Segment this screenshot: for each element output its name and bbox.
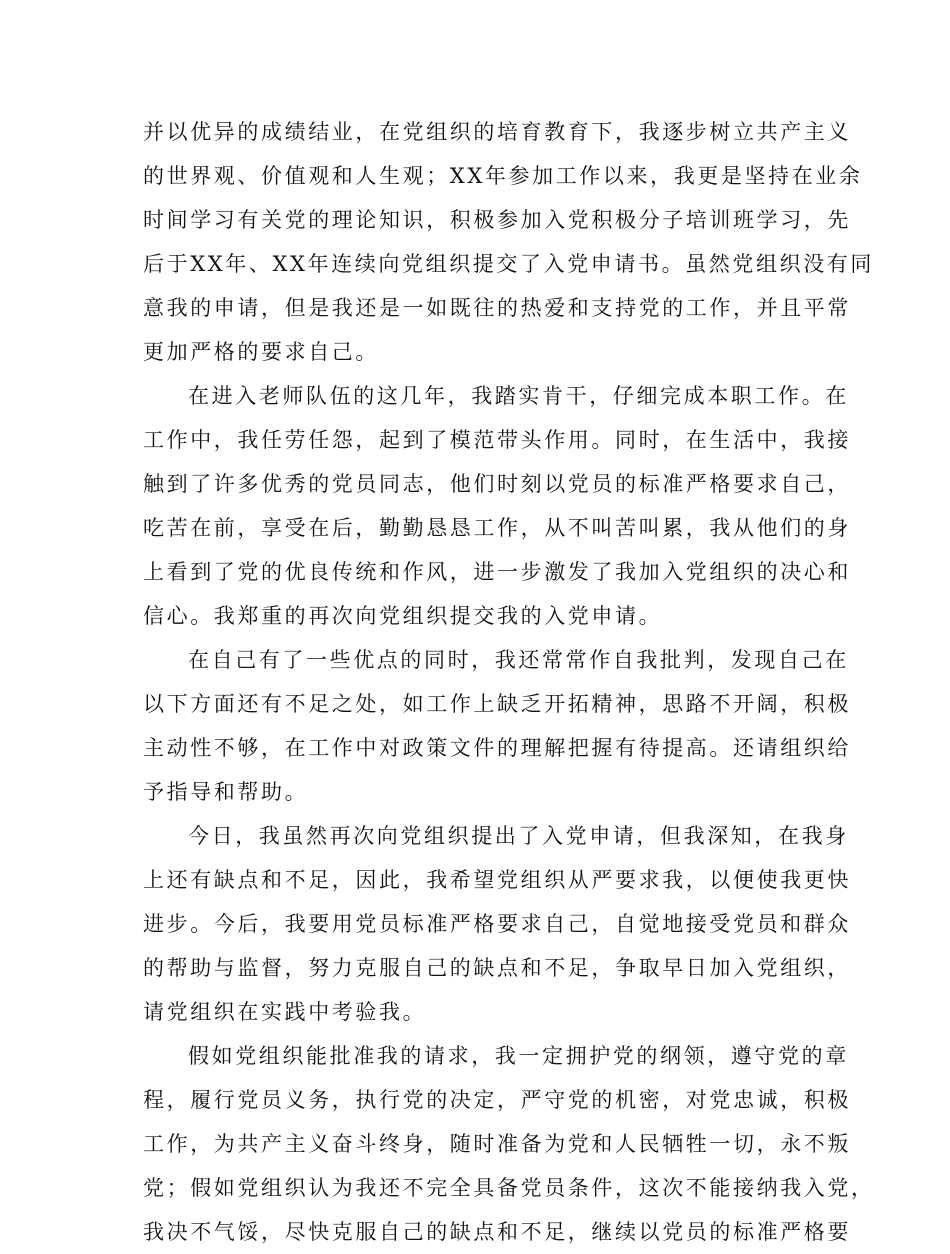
text-line: 后于XX年、XX年连续向党组织提交了入党申请书。虽然党组织没有同	[143, 252, 874, 276]
text-line: 程，履行党员义务，执行党的决定，严守党的机密，对党忠诚，积极	[143, 1088, 851, 1112]
text-line: 更加严格的要求自己。	[143, 340, 379, 364]
text-line: 在进入老师队伍的这几年，我踏实肯干，仔细完成本职工作。在	[188, 384, 849, 408]
text-line: 主动性不够，在工作中对政策文件的理解把握有待提高。还请组织给	[143, 736, 851, 760]
paragraph-4	[143, 814, 851, 1034]
paragraph-3	[143, 638, 851, 814]
text-line: 在自己有了一些优点的同时，我还常常作自我批判，发现自己在	[188, 648, 849, 672]
document-body	[143, 110, 875, 1254]
text-line: 的世界观、价值观和人生观；XX年参加工作以来，我更是坚持在业余	[143, 164, 863, 188]
text-line: 请党组织在实践中考验我。	[143, 1000, 427, 1024]
text-line: 工作，为共产主义奋斗终身，随时准备为党和人民牺牲一切，永不叛	[143, 1132, 851, 1156]
text-line: 触到了许多优秀的党员同志，他们时刻以党员的标准严格要求自己，	[143, 472, 851, 496]
text-line: 假如党组织能批准我的请求，我一定拥护党的纲领，遵守党的章	[188, 1044, 849, 1068]
text-line: 今日，我虽然再次向党组织提出了入党申请，但我深知，在我身	[188, 824, 849, 848]
paragraph-5	[143, 1034, 875, 1254]
text-line: 并以优异的成绩结业，在党组织的培育教育下，我逐步树立共产主义	[143, 120, 851, 144]
text-line: 的帮助与监督，努力克服自己的缺点和不足，争取早日加入党组织，	[143, 956, 851, 980]
text-line: 信心。我郑重的再次向党组织提交我的入党申请。	[143, 604, 663, 628]
paragraph-1	[143, 110, 874, 374]
text-line: 以下方面还有不足之处，如工作上缺乏开拓精神，思路不开阔，积极	[143, 692, 851, 716]
text-line: 工作中，我任劳任怨，起到了模范带头作用。同时，在生活中，我接	[143, 428, 851, 452]
text-line: 予指导和帮助。	[143, 780, 309, 804]
paragraph-2	[143, 374, 851, 638]
text-line: 我决不气馁，尽快克服自己的缺点和不足，继续以党员的标准严格要	[143, 1220, 851, 1244]
text-line: 上还有缺点和不足，因此，我希望党组织从严要求我，以便使我更快	[143, 868, 851, 892]
text-line: 进步。今后，我要用党员标准严格要求自己，自觉地接受党员和群众	[143, 912, 851, 936]
text-line: 党；假如党组织认为我还不完全具备党员条件，这次不能接纳我入党，	[143, 1176, 875, 1200]
text-line: 上看到了党的优良传统和作风，进一步激发了我加入党组织的决心和	[143, 560, 851, 584]
text-line: 时间学习有关党的理论知识，积极参加入党积极分子培训班学习，先	[143, 208, 851, 232]
text-line: 吃苦在前，享受在后，勤勤恳恳工作，从不叫苦叫累，我从他们的身	[143, 516, 851, 540]
text-line: 意我的申请，但是我还是一如既往的热爱和支持党的工作，并且平常	[143, 296, 851, 320]
